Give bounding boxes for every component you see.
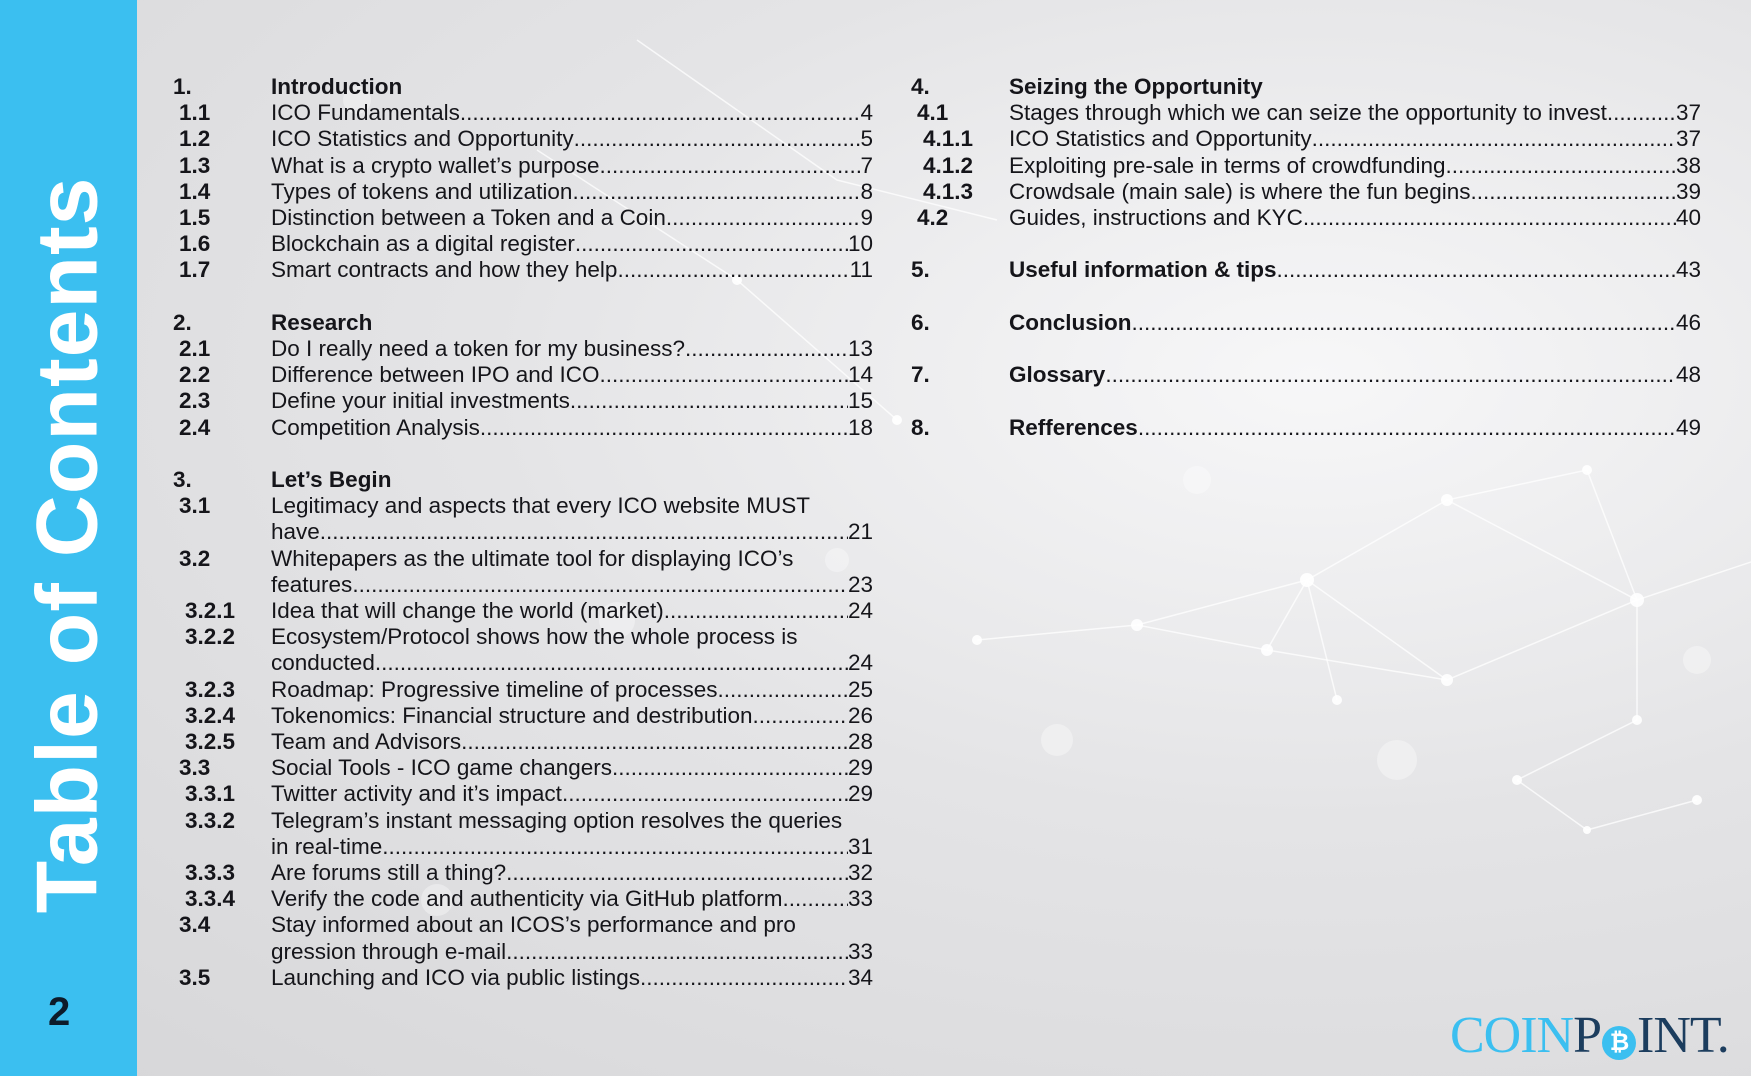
toc-entry-number: 6.: [911, 309, 930, 335]
toc-entry: [173, 598, 873, 624]
toc-page-number: 49: [1675, 414, 1701, 440]
toc-entry-text: [271, 886, 873, 912]
toc-page-number: 34: [847, 964, 873, 990]
toc-entry: [173, 624, 873, 676]
toc-entry-title: Distinction between a Token and a Coin: [271, 205, 666, 231]
toc-entry-text: [271, 729, 873, 755]
toc-entry-text: [271, 336, 873, 362]
toc-page-number: 43: [1675, 257, 1701, 283]
dot-leader: [1138, 415, 1676, 441]
toc-entry-title: Team and Advisors: [271, 729, 462, 755]
toc-entry-line: [1009, 415, 1701, 441]
toc-entry-line: [1009, 179, 1701, 205]
toc-page-number: 11: [849, 257, 873, 283]
toc-entry: [173, 153, 873, 179]
toc-entry-title: Twitter activity and it’s impact: [271, 781, 562, 807]
toc-page-number: 37: [1675, 100, 1701, 126]
toc-entry: [173, 912, 873, 964]
toc-page-number: 32: [847, 860, 873, 886]
toc-entry-number: 4.2: [917, 205, 949, 231]
toc-entry-line: [271, 572, 873, 598]
toc-entry-text: [1009, 257, 1701, 283]
toc-entry-line: [271, 231, 873, 257]
dot-leader: [574, 126, 861, 152]
toc-page-number: 24: [847, 598, 873, 624]
toc-entry-line: [271, 100, 873, 126]
toc-entry-title: Verify the code and authenticity via GitHub platform: [271, 886, 783, 912]
toc-entry: [911, 179, 1701, 205]
toc-entry: [173, 179, 873, 205]
toc-entry: [173, 781, 873, 807]
sidebar-title: Table of Contents: [19, 176, 116, 914]
dot-leader: [1607, 100, 1676, 126]
toc-entry-number: 3.2.5: [185, 729, 236, 755]
toc-entry-line: [271, 703, 873, 729]
toc-page-number: 29: [847, 781, 873, 807]
toc-entry-title: Do I really need a token for my business?: [271, 336, 685, 362]
toc-entry-title: Competition Analysis: [271, 414, 480, 440]
toc-entry-number: 3.4: [179, 912, 211, 938]
toc-entry-line: [271, 336, 873, 362]
toc-entry-text: [271, 362, 873, 388]
toc-entry-text: [271, 598, 873, 624]
dot-leader: [572, 179, 860, 205]
toc-page-number: 5: [860, 126, 873, 152]
toc-entry-number: 4.: [911, 74, 930, 99]
toc-entry: [173, 257, 873, 283]
toc-entry: [173, 546, 873, 598]
toc-entry-number: 3.1: [179, 493, 211, 519]
toc-entry-text: [1009, 205, 1701, 231]
toc-page-number: 15: [847, 388, 873, 414]
toc-entry-number: 1.7: [179, 257, 211, 283]
toc-entry-number: 3.5: [179, 964, 211, 990]
toc-entry-title: What is a crypto wallet’s purpose: [271, 152, 600, 178]
toc-entry-text: [1009, 362, 1701, 388]
toc-page-number: 21: [847, 519, 873, 545]
toc-entry-title: Guides, instructions and KYC: [1009, 205, 1303, 231]
toc-entry-number: 4.1.3: [923, 178, 974, 204]
coinpoint-logo: COINP ₿ INT.: [1450, 1007, 1729, 1064]
toc-entry-title: Social Tools - ICO game changers: [271, 755, 612, 781]
dot-leader: [666, 205, 861, 231]
dot-leader: [1312, 126, 1676, 152]
toc-entry: [173, 703, 873, 729]
toc-page-number: 18: [847, 414, 873, 440]
toc-entry-title: Tokenomics: Financial structure and destribution: [271, 702, 753, 728]
dot-leader: [753, 703, 848, 729]
dot-leader: [717, 677, 848, 703]
toc-entry-text: [271, 467, 873, 493]
dot-leader: [600, 362, 848, 388]
toc-section-heading: [173, 310, 873, 336]
toc-entry-line: [271, 388, 873, 414]
toc-entry-title: have: [271, 519, 320, 545]
toc-page-number: 29: [847, 755, 873, 781]
dot-leader: [1470, 179, 1675, 205]
toc-entry-text: [271, 415, 873, 441]
toc-page-number: 40: [1675, 205, 1701, 231]
toc-entry-text: [271, 755, 873, 781]
dot-leader: [480, 415, 848, 441]
dot-leader: [570, 388, 848, 414]
toc-entry-text: [271, 153, 873, 179]
toc-entry-line: [271, 362, 873, 388]
toc-entry-text: [271, 703, 873, 729]
toc-entry-number: 2.: [173, 309, 192, 335]
toc-entry-number: 3.: [173, 467, 192, 493]
toc-page-number: 37: [1675, 126, 1701, 152]
toc-entry-line: [271, 729, 873, 755]
toc-entry-title: Launching and ICO via public listings: [271, 964, 640, 990]
toc-left-column: [173, 74, 873, 991]
toc-entry-line: [1009, 257, 1701, 283]
toc-entry-title: ICO Fundamentals: [271, 100, 460, 126]
toc-page-number: 38: [1675, 152, 1701, 178]
dot-leader: [617, 257, 849, 283]
toc-entry-number: 2.4: [179, 414, 211, 440]
toc-entry-text: [271, 808, 873, 860]
dot-leader: [783, 886, 848, 912]
toc-entry-title: Useful information & tips: [1009, 257, 1277, 283]
toc-page-number: 7: [860, 152, 873, 178]
spacer: [911, 231, 1701, 257]
toc-section-heading: [911, 415, 1701, 441]
toc-entry-text: [271, 126, 873, 152]
toc-entry-text: [271, 205, 873, 231]
toc-entry-text: [271, 310, 873, 336]
toc-entry: [173, 336, 873, 362]
toc-entry-title: Crowdsale (main sale) is where the fun begins: [1009, 178, 1471, 204]
toc-entry: [173, 755, 873, 781]
toc-page-number: 13: [847, 336, 873, 362]
toc-entry: [911, 205, 1701, 231]
toc-entry-title: Roadmap: Progressive timeline of processes: [271, 676, 718, 702]
toc-page-number: 14: [847, 362, 873, 388]
toc-entry-line: [271, 126, 873, 152]
toc-entry: [173, 415, 873, 441]
toc-entry-line: [271, 415, 873, 441]
dot-leader: [461, 729, 848, 755]
toc-entry-title: Idea that will change the world (market): [271, 598, 664, 624]
toc-entry-line: [271, 860, 873, 886]
toc-entry-text: [271, 912, 873, 964]
toc-page-number: 8: [860, 178, 873, 204]
toc-entry-line: [271, 781, 873, 807]
dot-leader: [506, 860, 848, 886]
toc-section-heading: [911, 257, 1701, 283]
toc-entry-line: [271, 650, 873, 676]
toc-entry-line: [271, 886, 873, 912]
toc-entry-text: [271, 257, 873, 283]
toc-entry: [173, 205, 873, 231]
toc-right-column: [911, 74, 1701, 441]
toc-entry-number: 2.2: [179, 362, 211, 388]
toc-entry-title: Introduction: [271, 74, 403, 99]
toc-entry-number: 3.2: [179, 545, 211, 571]
toc-entry-title: Types of tokens and utilization: [271, 178, 573, 204]
toc-entry-line: [1009, 126, 1701, 152]
toc-section-heading: [173, 467, 873, 493]
toc-entry-text: [1009, 126, 1701, 152]
toc-entry-number: 3.3.1: [185, 781, 236, 807]
dot-leader: [1132, 310, 1676, 336]
toc-entry-title: Are forums still a thing?: [271, 860, 507, 886]
toc-entry: [911, 153, 1701, 179]
toc-entry-line: [1009, 100, 1701, 126]
toc-entry-title: gression through e-mail: [271, 938, 507, 964]
dot-leader: [1445, 153, 1676, 179]
sidebar: [0, 0, 137, 1076]
toc-entry-number: 2.1: [179, 336, 211, 362]
toc-entry-title: Glossary: [1009, 362, 1106, 388]
dot-leader: [320, 519, 848, 545]
toc-entry-title: Difference between IPO and ICO: [271, 362, 600, 388]
toc-entry-title: ICO Statistics and Opportunity: [1009, 126, 1312, 152]
toc-entry-text: [271, 546, 873, 598]
dot-leader: [685, 336, 848, 362]
toc-entry-text: [271, 100, 873, 126]
dot-leader: [575, 231, 848, 257]
toc-entry-text: [271, 388, 873, 414]
toc-entry-line: [1009, 362, 1701, 388]
toc-entry: [173, 126, 873, 152]
toc-entry-line: [1009, 153, 1701, 179]
toc-entry-title: Blockchain as a digital register: [271, 231, 575, 257]
toc-entry-number: 1.4: [179, 178, 211, 204]
toc-entry-number: 3.3.3: [185, 860, 236, 886]
toc-entry: [911, 100, 1701, 126]
dot-leader: [1105, 362, 1676, 388]
toc-section-heading: [911, 310, 1701, 336]
toc-entry-number: 4.1.2: [923, 152, 974, 178]
toc-entry-text: [1009, 153, 1701, 179]
toc-entry-number: 3.3: [179, 755, 211, 781]
dot-leader: [562, 781, 848, 807]
toc-page-number: 4: [860, 100, 873, 126]
dot-leader: [506, 939, 848, 965]
toc-entry-line: [271, 965, 873, 991]
toc-entry-title-line: Stay informed about an ICOS’s performance and pro: [271, 912, 796, 938]
toc-entry-line: [271, 519, 873, 545]
toc-page-number: 26: [847, 702, 873, 728]
toc-entry-number: 8.: [911, 414, 930, 440]
dot-leader: [612, 755, 848, 781]
toc-entry-text: [271, 624, 873, 676]
dot-leader: [1277, 257, 1676, 283]
toc-entry-text: [1009, 415, 1701, 441]
toc-entry-line: [271, 257, 873, 283]
toc-entry: [173, 808, 873, 860]
toc-page-number: 23: [847, 571, 873, 597]
toc-entry-title: Refferences: [1009, 414, 1138, 440]
toc-entry: [173, 493, 873, 545]
toc-entry-number: 3.2.3: [185, 676, 236, 702]
toc-entry-line: [271, 179, 873, 205]
toc-entry-title-line: Ecosystem/Protocol shows how the whole process is: [271, 624, 798, 650]
toc-entry-title-line: Whitepapers as the ultimate tool for displaying ICO’s: [271, 545, 794, 571]
toc-entry: [173, 100, 873, 126]
toc-entry: [173, 860, 873, 886]
toc-entry-text: [271, 781, 873, 807]
toc-page-number: 10: [847, 231, 873, 257]
toc-entry-text: [271, 493, 873, 545]
toc-entry-title: Conclusion: [1009, 309, 1132, 335]
toc-entry-title: Let’s Begin: [271, 467, 392, 493]
toc-entry-line: [271, 755, 873, 781]
toc-entry-number: 1.2: [179, 126, 211, 152]
spacer: [911, 284, 1701, 310]
toc-entry-title: Seizing the Opportunity: [1009, 74, 1263, 99]
toc-entry-line: [271, 939, 873, 965]
toc-entry-title: in real-time: [271, 833, 383, 859]
toc-entry-number: 3.2.2: [185, 624, 236, 650]
toc-page-number: 9: [860, 205, 873, 231]
toc-entry-number: 3.3.4: [185, 886, 236, 912]
spacer: [173, 284, 873, 310]
dot-leader: [1303, 205, 1676, 231]
toc-entry-number: 7.: [911, 362, 930, 388]
toc-entry-number: 1.1: [179, 100, 211, 126]
toc-entry-text: [1009, 179, 1701, 205]
toc-entry-title-line: Telegram’s instant messaging option resolves the queries: [271, 807, 843, 833]
dot-leader: [599, 153, 860, 179]
toc-entry-number: 3.2.1: [185, 598, 236, 624]
toc-section-heading: [173, 74, 873, 100]
toc-entry: [173, 729, 873, 755]
toc-entry-number: 1.: [173, 74, 192, 99]
toc-entry-title: Research: [271, 309, 373, 335]
toc-entry: [173, 886, 873, 912]
toc-entry-title-line: Legitimacy and aspects that every ICO website MUST: [271, 493, 810, 519]
toc-entry-number: 2.3: [179, 388, 211, 414]
toc-entry-title: ICO Statistics and Opportunity: [271, 126, 574, 152]
toc-entry-title: Define your initial investments: [271, 388, 570, 414]
toc-section-heading: [911, 362, 1701, 388]
toc-entry: [173, 231, 873, 257]
dot-leader: [352, 572, 848, 598]
spacer: [173, 441, 873, 467]
toc-page-number: 39: [1675, 178, 1701, 204]
toc-page-number: 33: [847, 938, 873, 964]
toc-page-number: 31: [847, 833, 873, 859]
toc-entry-number: 3.2.4: [185, 702, 236, 728]
toc-entry-title: features: [271, 571, 353, 597]
toc-entry-line: [1009, 205, 1701, 231]
toc-entry-number: 1.6: [179, 231, 211, 257]
toc-page-number: 46: [1675, 309, 1701, 335]
toc-entry-text: [271, 677, 873, 703]
toc-entry-title: Stages through which we can seize the opportunity to invest: [1009, 100, 1607, 126]
toc-entry-line: [271, 598, 873, 624]
toc-entry-text: [271, 74, 873, 100]
toc-entry-text: [271, 860, 873, 886]
toc-entry-number: 3.3.2: [185, 807, 236, 833]
toc-page-number: 25: [847, 676, 873, 702]
toc-entry-number: 4.1.1: [923, 126, 974, 152]
toc-page-number: 28: [847, 729, 873, 755]
toc-page-number: 48: [1675, 362, 1701, 388]
toc-entry-text: [271, 965, 873, 991]
toc-entry-title: Smart contracts and how they help: [271, 257, 618, 283]
toc-entry-number: 5.: [911, 257, 930, 283]
toc-entry-text: [271, 179, 873, 205]
toc-entry-text: [1009, 100, 1701, 126]
toc-entry-line: [271, 834, 873, 860]
toc-entry-line: [1009, 310, 1701, 336]
toc-entry: [173, 362, 873, 388]
toc-page-number: 33: [847, 886, 873, 912]
toc-entry-line: [271, 677, 873, 703]
dot-leader: [375, 650, 848, 676]
toc-entry-line: [271, 153, 873, 179]
dot-leader: [460, 100, 861, 126]
toc-entry-text: [1009, 310, 1701, 336]
page-number: 2: [48, 990, 71, 1034]
bitcoin-icon: ₿: [1602, 1026, 1636, 1060]
dot-leader: [664, 598, 848, 624]
toc-entry-number: 1.3: [179, 152, 211, 178]
toc-entry: [173, 677, 873, 703]
toc-entry-title: conducted: [271, 650, 375, 676]
toc-entry-text: [1009, 74, 1701, 100]
toc-entry: [911, 126, 1701, 152]
toc-entry-line: [271, 205, 873, 231]
toc-entry: [173, 965, 873, 991]
dot-leader: [382, 834, 848, 860]
toc-entry-text: [271, 231, 873, 257]
dot-leader: [640, 965, 848, 991]
toc-entry-number: 4.1: [917, 100, 949, 126]
spacer: [911, 336, 1701, 362]
toc-section-heading: [911, 74, 1701, 100]
toc-entry: [173, 388, 873, 414]
toc-entry-title: Exploiting pre-sale in terms of crowdfunding: [1009, 152, 1446, 178]
spacer: [911, 388, 1701, 414]
toc-entry-number: 1.5: [179, 205, 211, 231]
toc-page-number: 24: [847, 650, 873, 676]
